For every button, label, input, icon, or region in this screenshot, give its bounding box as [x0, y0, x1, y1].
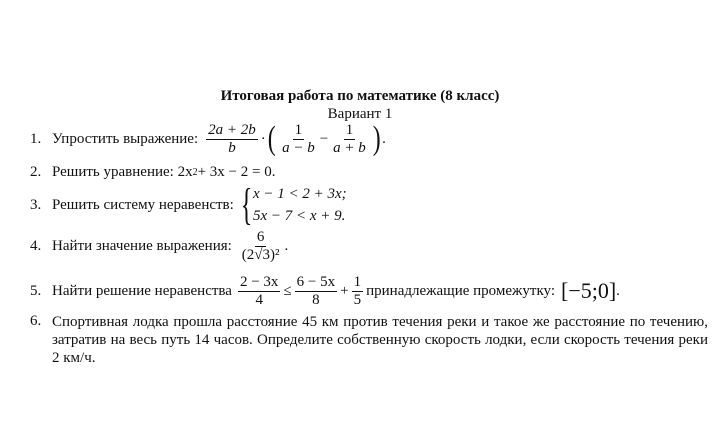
denominator: 4 [255, 291, 263, 308]
variant-label: Вариант 1 [327, 106, 393, 122]
task-2 [30, 164, 275, 181]
fraction [238, 274, 280, 308]
period: . [284, 237, 289, 254]
task-1 [30, 122, 386, 156]
fraction [352, 274, 364, 308]
system-line-1: x − 1 < 2 + 3x; [252, 186, 347, 202]
task-number: 2. [30, 164, 42, 180]
denominator: (2√3)² [241, 246, 280, 263]
fraction [240, 229, 282, 263]
denominator: a − b [282, 139, 315, 156]
denominator: 8 [312, 291, 320, 308]
fraction [331, 122, 368, 156]
denominator: a + b [333, 139, 366, 156]
task-6 [30, 313, 708, 367]
system-line-2: 5x − 7 < x + 9. [252, 208, 346, 224]
fraction [206, 122, 258, 156]
task-equation-rest: + 3x − 2 = 0. [197, 164, 276, 180]
numerator: 2a + 2b [208, 122, 256, 138]
document-title: Итоговая работа по математике (8 класс) [220, 88, 500, 104]
task-number: 6. [30, 313, 42, 329]
right-paren: ) [372, 120, 381, 157]
task-text: Найти значение выражения: [52, 237, 232, 254]
minus-operator: − [319, 130, 329, 147]
denominator: 5 [353, 291, 362, 308]
numerator: 1 [345, 122, 354, 138]
task-text: Решить уравнение: 2x [52, 164, 193, 180]
period: . [616, 282, 620, 299]
task-number: 5. [30, 282, 42, 299]
left-paren: ( [267, 120, 276, 157]
task-text: Найти решение неравенства [52, 282, 232, 299]
task-text: Спортивная лодка прошла расстояние 45 км против течения реки и такое же расстояние по течению, затратив на весь путь 14 часов. Определите собственную скорость лодки, если скорость течения реки 2 км/ч. [52, 314, 708, 366]
period: . [382, 130, 386, 147]
task-text: Решить систему неравенств: [52, 196, 234, 213]
task-4 [30, 229, 288, 263]
numerator: 1 [353, 274, 362, 290]
le-operator: ≤ [283, 282, 292, 299]
exponent: 2 [192, 167, 198, 178]
task-number: 4. [30, 237, 42, 254]
task-5 [30, 274, 620, 308]
plus-operator: + [340, 282, 349, 299]
denominator: b [228, 139, 236, 156]
task-number: 1. [30, 130, 42, 147]
task-text: Упростить выражение: [52, 130, 199, 147]
numerator: 6 [256, 229, 265, 245]
task-text-after: принадлежащие промежутку: [366, 282, 555, 299]
numerator: 6 − 5x [296, 274, 336, 290]
inequality-system [236, 180, 347, 229]
dot-operator: · [260, 130, 266, 147]
interval: [−5;0] [561, 278, 617, 303]
fraction [295, 274, 337, 308]
numerator: 1 [294, 122, 303, 138]
task-number: 3. [30, 196, 42, 213]
task-3 [30, 180, 347, 229]
numerator: 2 − 3x [239, 274, 279, 290]
fraction [280, 122, 317, 156]
brace: { [240, 180, 253, 229]
